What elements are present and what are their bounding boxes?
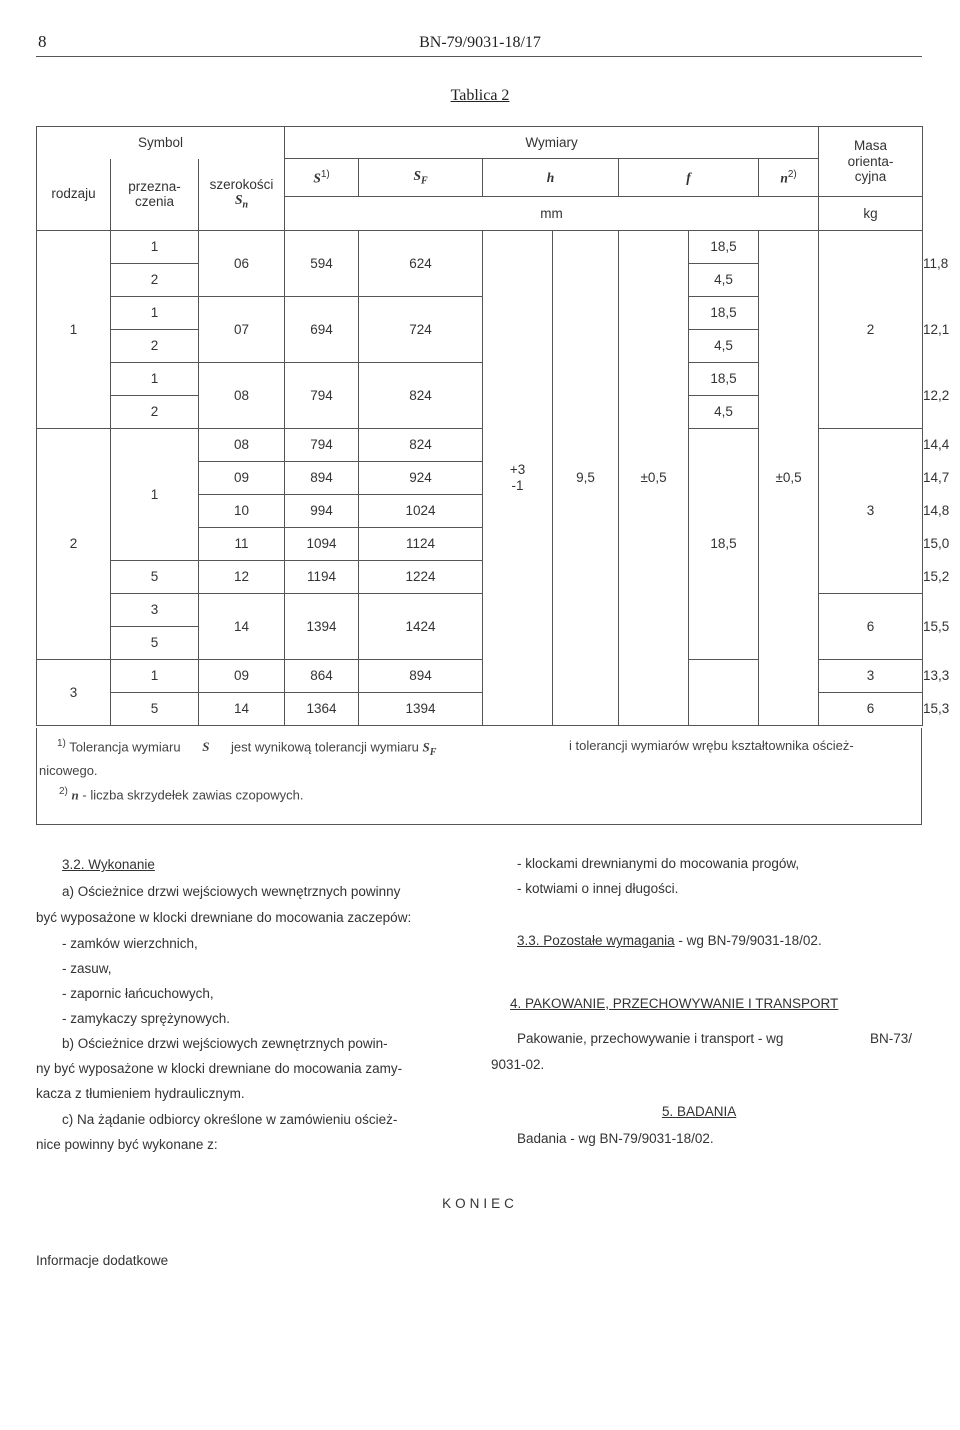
header-kg: kg (819, 197, 923, 231)
cell-f: 18,5 (689, 231, 759, 264)
list-item: - klockami drewnianymi do mocowania progów, (517, 856, 800, 871)
cell-przeznaczenia: 5 (111, 693, 199, 726)
para-a-line2: być wyposażone w klocki drewniane do mocowania zaczepów: (36, 910, 412, 925)
header-wymiary: Wymiary (285, 127, 819, 159)
cell-szerokosci: 10 (199, 495, 285, 528)
cell-s: 1094 (285, 528, 359, 561)
cell-h-tol: ±0,5 (619, 231, 689, 726)
cell-szerokosci: 07 (199, 297, 285, 363)
page-number: 8 (38, 32, 47, 51)
cell-przeznaczenia: 3 (111, 594, 199, 627)
cell-sf: 1424 (359, 594, 483, 660)
additional-info: Informacje dodatkowe (36, 1253, 169, 1268)
para-c-line1: c) Na żądanie odbiorcy określone w zamówieniu oścież- (62, 1112, 398, 1127)
cell-s: 794 (285, 363, 359, 429)
cell-przeznaczenia: 2 (111, 396, 199, 429)
cell-s: 994 (285, 495, 359, 528)
header-przeznaczenia: przezna-czenia (111, 159, 199, 231)
footnote-1-end: nicowego. (39, 763, 98, 778)
header-szerokosci: szerokości $S_n$ (199, 159, 285, 231)
header-s: $S^{1)}$ (285, 159, 359, 197)
list-item: - zamków wierzchnich, (62, 936, 198, 951)
header-rodzaju: rodzaju (37, 159, 111, 231)
cell-f-tol: ±0,5 (759, 231, 819, 726)
cell-sf: 624 (359, 231, 483, 297)
cell-przeznaczenia: 2 (111, 264, 199, 297)
cell-sf: 1394 (359, 693, 483, 726)
header-n: $n^{2)}$ (759, 159, 819, 197)
cell-szerokosci: 11 (199, 528, 285, 561)
list-item: - kotwiami o innej długości. (517, 881, 679, 896)
para-b-line1: b) Ościeżnice drzwi wejściowych zewnętrznych powin- (62, 1036, 388, 1051)
cell-szerokosci: 08 (199, 363, 285, 429)
cell-n: 3 (819, 429, 923, 594)
cell-przeznaczenia: 1 (111, 231, 199, 264)
cell-przeznaczenia: 1 (111, 429, 199, 561)
cell-szerokosci: 14 (199, 693, 285, 726)
cell-f: 18,5 (689, 363, 759, 396)
list-item: - zamykaczy sprężynowych. (62, 1011, 231, 1026)
cell-f: 4,5 (689, 330, 759, 363)
header-rule (36, 56, 922, 57)
cell-s: 864 (285, 660, 359, 693)
dimensions-table: Symbol Wymiary Masa orienta-cyjna rodzaju przezna-czenia szerokości $S_n$ $S^{1)}$ $S_F$ h f $n^{2)}$ mm kg 1 1 06 594 624 +3 -1 9,5 ±0,5 18,5 ±0,5 2 11,8 2 4,5 1 07 694 724 18,5 12,1 2 4,5 1 08 794 824 18,5 12,2 2 4,5 2 1 08 794 824 18,5 3 14,4 09 894 924 14,7 10 994 1024 14,8 11 1094 1124 15,0 5 12 1194 1224 15,2 3 14 1394 1424 6 15,5 5 3 1 09 864 894 3 13,3 5 14 1364 1394 6 15,3 (36, 126, 923, 726)
section-4-heading: 4. PAKOWANIE, PRZECHOWYWANIE I TRANSPORT (510, 996, 839, 1011)
list-item: - zapornic łańcuchowych, (62, 986, 214, 1001)
header-symbol: Symbol (37, 127, 285, 159)
cell-sf: 894 (359, 660, 483, 693)
cell-h: 9,5 (553, 231, 619, 726)
cell-sf: 1024 (359, 495, 483, 528)
cell-rodzaju: 2 (37, 429, 111, 660)
cell-f: 18,5 (689, 297, 759, 330)
cell-s: 794 (285, 429, 359, 462)
cell-n: 2 (819, 231, 923, 429)
section-5-text: Badania - wg BN-79/9031-18/02. (517, 1131, 714, 1146)
cell-sf: 1224 (359, 561, 483, 594)
cell-szerokosci: 08 (199, 429, 285, 462)
cell-s: 1364 (285, 693, 359, 726)
cell-f (689, 660, 759, 726)
para-b-line3: kacza z tłumieniem hydraulicznym. (36, 1086, 245, 1101)
cell-s: 1394 (285, 594, 359, 660)
cell-sf: 924 (359, 462, 483, 495)
document-code: BN-79/9031-18/17 (419, 34, 541, 51)
list-item: - zasuw, (62, 961, 112, 976)
cell-s: 694 (285, 297, 359, 363)
table-footnotes (36, 728, 922, 825)
section-3-2-heading: 3.2. Wykonanie (62, 857, 155, 872)
header-f: f (619, 159, 759, 197)
header-h: h (483, 159, 619, 197)
header-masa: Masa orienta-cyjna (819, 127, 923, 197)
cell-szerokosci: 12 (199, 561, 285, 594)
footnote-1: $^{1)}$ Tolerancja wymiaru S jest wynikową tolerancji wymiaru $S_F$ (57, 738, 437, 758)
cell-sf: 824 (359, 363, 483, 429)
cell-szerokosci: 06 (199, 231, 285, 297)
footnote-1-cont: i tolerancji wymiarów wrębu kształtownika oścież- (569, 738, 854, 753)
section-4-text-end: BN-73/ (870, 1031, 913, 1046)
cell-f: 4,5 (689, 264, 759, 297)
cell-przeznaczenia: 2 (111, 330, 199, 363)
cell-rodzaju: 3 (37, 660, 111, 726)
para-c-line2: nice powinny być wykonane z: (36, 1137, 218, 1152)
cell-szerokosci: 09 (199, 462, 285, 495)
cell-sf: 824 (359, 429, 483, 462)
cell-szerokosci: 09 (199, 660, 285, 693)
header-sf: $S_F$ (359, 159, 483, 197)
footnote-2: $^{2)}$ n - liczba skrzydełek zawias czopowych. (59, 786, 304, 803)
cell-f: 18,5 (689, 429, 759, 660)
para-b-line2: ny być wyposażone w klocki drewniane do mocowania zamy- (36, 1061, 403, 1076)
cell-n: 3 (819, 660, 923, 693)
end-marker: KONIEC (442, 1196, 518, 1211)
cell-szerokosci: 14 (199, 594, 285, 660)
section-4-text-cont: 9031-02. (491, 1057, 545, 1072)
cell-n: 6 (819, 693, 923, 726)
cell-sf: 1124 (359, 528, 483, 561)
cell-sf: 724 (359, 297, 483, 363)
cell-s: 1194 (285, 561, 359, 594)
cell-tol-s: +3 -1 (483, 231, 553, 726)
cell-rodzaju: 1 (37, 231, 111, 429)
cell-przeznaczenia: 1 (111, 660, 199, 693)
section-4-text: Pakowanie, przechowywanie i transport - wg (517, 1031, 784, 1046)
para-a-line1: a) Ościeżnice drzwi wejściowych wewnętrznych powinny (62, 884, 401, 899)
cell-n: 6 (819, 594, 923, 660)
header-mm: mm (285, 197, 819, 231)
cell-f: 4,5 (689, 396, 759, 429)
cell-s: 894 (285, 462, 359, 495)
section-3-3: 3.3. Pozostałe wymagania - wg BN-79/9031-18/02. (517, 933, 822, 948)
cell-przeznaczenia: 5 (111, 627, 199, 660)
table-title: Tablica 2 (450, 87, 510, 104)
cell-przeznaczenia: 5 (111, 561, 199, 594)
cell-przeznaczenia: 1 (111, 297, 199, 330)
cell-s: 594 (285, 231, 359, 297)
section-5-heading: 5. BADANIA (662, 1104, 737, 1119)
cell-przeznaczenia: 1 (111, 363, 199, 396)
